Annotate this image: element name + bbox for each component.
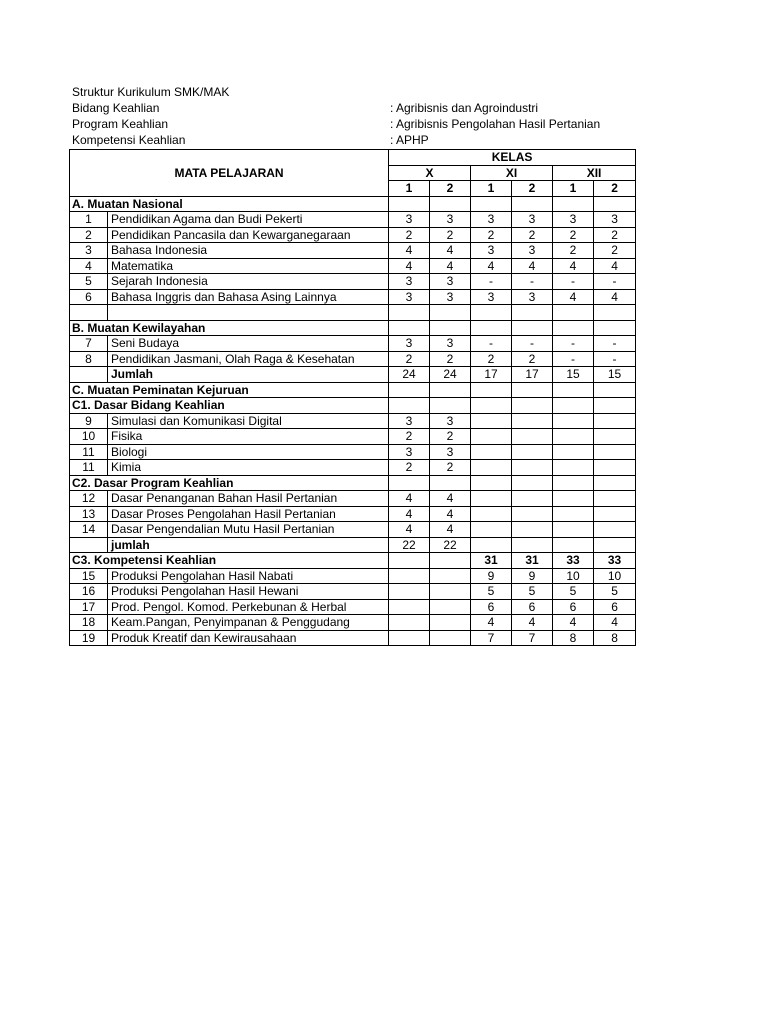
hours-cell: 5 [553, 584, 594, 600]
hours-cell: 4 [389, 243, 430, 259]
hours-cell: 7 [512, 630, 553, 646]
hours-cell: 2 [389, 351, 430, 367]
table-row [70, 212, 636, 228]
hours-cell: - [471, 274, 512, 290]
hours-cell: 10 [553, 568, 594, 584]
hours-cell: 2 [471, 351, 512, 367]
table-row [70, 413, 636, 429]
hours-cell: 2 [389, 429, 430, 445]
mata-pelajaran-header: MATA PELAJARAN [70, 150, 389, 197]
hours-cell: 5 [471, 584, 512, 600]
hours-cell: 8 [553, 630, 594, 646]
hours-cell: 2 [594, 227, 636, 243]
row-number: 12 [70, 491, 108, 507]
row-number: 14 [70, 522, 108, 538]
document-header [72, 84, 652, 148]
header-row-program [72, 116, 652, 132]
table-row [70, 522, 636, 538]
hours-cell: 2 [553, 243, 594, 259]
hours-cell: - [553, 336, 594, 352]
subject-name: Pendidikan Agama dan Budi Pekerti [108, 212, 389, 228]
hours-cell: - [471, 336, 512, 352]
hours-cell: 3 [471, 212, 512, 228]
total-cell: 24 [389, 367, 430, 383]
hours-cell: - [594, 274, 636, 290]
total-cell: 24 [430, 367, 471, 383]
hours-cell: 2 [430, 351, 471, 367]
hours-cell: 2 [594, 243, 636, 259]
hours-cell: 2 [430, 227, 471, 243]
hours-cell: 6 [594, 599, 636, 615]
table-row [70, 243, 636, 259]
total-cell: 31 [512, 553, 553, 569]
hours-cell: 3 [389, 413, 430, 429]
hours-cell: 3 [430, 336, 471, 352]
row-number: 18 [70, 615, 108, 631]
table-row [70, 289, 636, 305]
row-number: 9 [70, 413, 108, 429]
header-label: Kompetensi Keahlian [72, 133, 186, 147]
subject-name: Seni Budaya [108, 336, 389, 352]
table-row [70, 336, 636, 352]
hours-cell: 2 [389, 460, 430, 476]
row-number: 5 [70, 274, 108, 290]
hours-cell: 3 [512, 212, 553, 228]
total-label: Jumlah [108, 367, 389, 383]
grade-header: XI [471, 165, 553, 181]
table-row [70, 227, 636, 243]
hours-cell: 2 [471, 227, 512, 243]
total-cell: 17 [471, 367, 512, 383]
hours-cell: 4 [389, 506, 430, 522]
section-row [70, 382, 636, 398]
header-value: : Agribisnis dan Agroindustri [390, 101, 539, 115]
empty-row [70, 305, 636, 321]
subject-name: Dasar Pengendalian Mutu Hasil Pertanian [108, 522, 389, 538]
hours-cell: 3 [512, 243, 553, 259]
row-number: 19 [70, 630, 108, 646]
hours-cell: 10 [594, 568, 636, 584]
section-row [70, 475, 636, 491]
hours-cell: 6 [512, 599, 553, 615]
row-number: 10 [70, 429, 108, 445]
hours-cell: 3 [471, 289, 512, 305]
hours-cell: 4 [512, 615, 553, 631]
hours-cell: 3 [389, 289, 430, 305]
section-label: C1. Dasar Bidang Keahlian [70, 398, 389, 414]
hours-cell: 4 [430, 491, 471, 507]
row-number: 4 [70, 258, 108, 274]
table-row [70, 274, 636, 290]
hours-cell: 6 [553, 599, 594, 615]
hours-cell: 3 [553, 212, 594, 228]
section-row [70, 553, 636, 569]
hours-cell: 3 [471, 243, 512, 259]
hours-cell: 4 [430, 243, 471, 259]
header-label: Bidang Keahlian [72, 101, 160, 115]
table-row [70, 491, 636, 507]
hours-cell: 2 [512, 227, 553, 243]
semester-header: 1 [553, 181, 594, 197]
total-cell: 22 [430, 537, 471, 553]
hours-cell: 4 [553, 615, 594, 631]
subject-name: Produksi Pengolahan Hasil Nabati [108, 568, 389, 584]
hours-cell: - [553, 274, 594, 290]
subject-name: Matematika [108, 258, 389, 274]
total-row [70, 537, 636, 553]
total-row [70, 367, 636, 383]
section-row [70, 320, 636, 336]
hours-cell: 4 [389, 522, 430, 538]
section-label: C3. Kompetensi Keahlian [70, 553, 389, 569]
hours-cell: 4 [553, 289, 594, 305]
hours-cell: 4 [471, 615, 512, 631]
hours-cell: 4 [594, 289, 636, 305]
hours-cell: 6 [471, 599, 512, 615]
subject-name: Kimia [108, 460, 389, 476]
subject-name: Fisika [108, 429, 389, 445]
table-row [70, 506, 636, 522]
section-label: A. Muatan Nasional [70, 196, 389, 212]
hours-cell: 4 [430, 258, 471, 274]
row-number: 3 [70, 243, 108, 259]
header-row-bidang [72, 100, 652, 116]
grade-header: XII [553, 165, 636, 181]
hours-cell: 3 [389, 274, 430, 290]
section-row [70, 196, 636, 212]
table-row [70, 460, 636, 476]
grade-header: X [389, 165, 471, 181]
subject-name: Pendidikan Pancasila dan Kewarganegaraan [108, 227, 389, 243]
subject-name: Bahasa Indonesia [108, 243, 389, 259]
section-label: C2. Dasar Program Keahlian [70, 475, 389, 491]
subject-name: Simulasi dan Komunikasi Digital [108, 413, 389, 429]
table-row [70, 429, 636, 445]
total-label: jumlah [108, 537, 389, 553]
hours-cell: 5 [594, 584, 636, 600]
row-number: 6 [70, 289, 108, 305]
semester-header: 2 [512, 181, 553, 197]
total-cell: 15 [553, 367, 594, 383]
hours-cell: 3 [594, 212, 636, 228]
table-row [70, 351, 636, 367]
hours-cell: 2 [430, 429, 471, 445]
row-number: 1 [70, 212, 108, 228]
row-number: 15 [70, 568, 108, 584]
hours-cell: 4 [389, 491, 430, 507]
table-row [70, 444, 636, 460]
subject-name: Prod. Pengol. Komod. Perkebunan & Herbal [108, 599, 389, 615]
hours-cell: 4 [594, 615, 636, 631]
subject-name: Produksi Pengolahan Hasil Hewani [108, 584, 389, 600]
total-cell: 33 [553, 553, 594, 569]
row-number: 16 [70, 584, 108, 600]
table-row [70, 615, 636, 631]
section-label: B. Muatan Kewilayahan [70, 320, 389, 336]
hours-cell: 3 [389, 444, 430, 460]
table-row [70, 568, 636, 584]
hours-cell: 2 [553, 227, 594, 243]
row-number: 11 [70, 460, 108, 476]
hours-cell: 4 [430, 506, 471, 522]
hours-cell: 3 [430, 212, 471, 228]
subject-name: Produk Kreatif dan Kewirausahaan [108, 630, 389, 646]
total-cell: 15 [594, 367, 636, 383]
hours-cell: - [512, 336, 553, 352]
hours-cell: 8 [594, 630, 636, 646]
row-number: 7 [70, 336, 108, 352]
table-row [70, 584, 636, 600]
table-row [70, 258, 636, 274]
table-row [70, 599, 636, 615]
header-title: Struktur Kurikulum SMK/MAK [72, 85, 230, 99]
semester-header: 1 [471, 181, 512, 197]
total-cell: 22 [389, 537, 430, 553]
hours-cell: - [594, 351, 636, 367]
hours-cell: 3 [512, 289, 553, 305]
hours-cell: 3 [430, 444, 471, 460]
row-number: 13 [70, 506, 108, 522]
hours-cell: 9 [471, 568, 512, 584]
row-number: 11 [70, 444, 108, 460]
hours-cell: 4 [594, 258, 636, 274]
kelas-header: KELAS [389, 150, 636, 166]
hours-cell: 3 [430, 289, 471, 305]
section-row [70, 398, 636, 414]
subject-name: Sejarah Indonesia [108, 274, 389, 290]
subject-name: Dasar Proses Pengolahan Hasil Pertanian [108, 506, 389, 522]
subject-name: Bahasa Inggris dan Bahasa Asing Lainnya [108, 289, 389, 305]
hours-cell: - [553, 351, 594, 367]
table-row [70, 630, 636, 646]
hours-cell: 4 [553, 258, 594, 274]
subject-name: Dasar Penanganan Bahan Hasil Pertanian [108, 491, 389, 507]
header-value: : APHP [390, 133, 429, 147]
hours-cell: 3 [430, 274, 471, 290]
row-number: 2 [70, 227, 108, 243]
header-label: Program Keahlian [72, 117, 169, 131]
header-value: : Agribisnis Pengolahan Hasil Pertanian [390, 117, 601, 131]
header-row-kompetensi [72, 132, 652, 148]
hours-cell: 2 [430, 460, 471, 476]
hours-cell: 4 [512, 258, 553, 274]
row-number: 8 [70, 351, 108, 367]
hours-cell: 4 [389, 258, 430, 274]
curriculum-table [69, 149, 636, 646]
hours-cell: - [594, 336, 636, 352]
row-number: 17 [70, 599, 108, 615]
semester-header: 2 [430, 181, 471, 197]
hours-cell: 3 [430, 413, 471, 429]
total-cell: 31 [471, 553, 512, 569]
hours-cell: 5 [512, 584, 553, 600]
hours-cell: 4 [430, 522, 471, 538]
hours-cell: 9 [512, 568, 553, 584]
semester-header: 2 [594, 181, 636, 197]
hours-cell: 3 [389, 336, 430, 352]
hours-cell: 7 [471, 630, 512, 646]
hours-cell: 3 [389, 212, 430, 228]
subject-name: Keam.Pangan, Penyimpanan & Penggudang [108, 615, 389, 631]
table-header-row [70, 150, 636, 166]
subject-name: Pendidikan Jasmani, Olah Raga & Kesehatan [108, 351, 389, 367]
hours-cell: - [512, 274, 553, 290]
subject-name: Biologi [108, 444, 389, 460]
total-cell: 33 [594, 553, 636, 569]
hours-cell: 2 [512, 351, 553, 367]
semester-header: 1 [389, 181, 430, 197]
total-cell: 17 [512, 367, 553, 383]
section-label: C. Muatan Peminatan Kejuruan [70, 382, 389, 398]
hours-cell: 4 [471, 258, 512, 274]
hours-cell: 2 [389, 227, 430, 243]
